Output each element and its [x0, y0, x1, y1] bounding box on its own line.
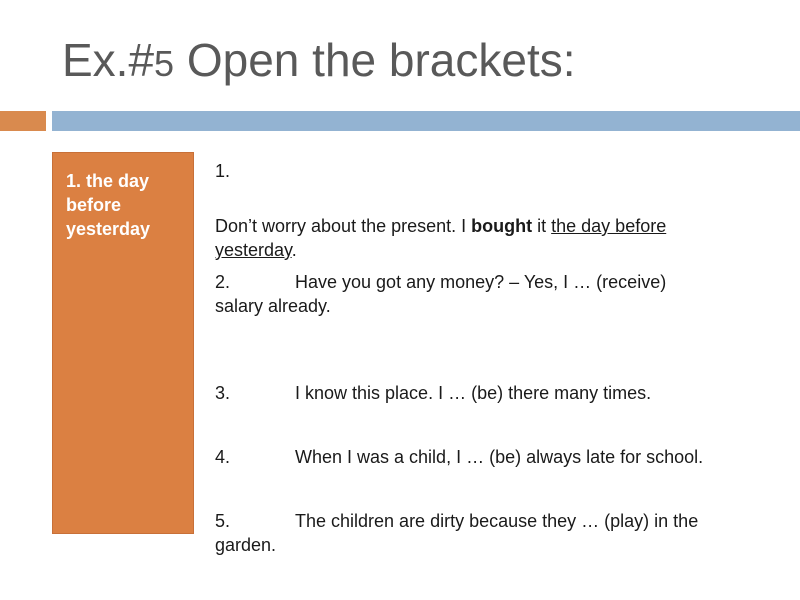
item4-number: 4.: [215, 447, 231, 467]
title-prefix: Ex.#: [62, 34, 155, 86]
item2-number: 2.: [215, 272, 231, 292]
item5-line1: [215, 509, 698, 533]
answer-box: [52, 152, 194, 534]
item4-text1: When I was a child, I … (be) always late for school.: [295, 447, 704, 467]
item2-text1: Have you got any money? – Yes, I … (receive): [295, 272, 667, 292]
item5-text1: The children are dirty because they … (play) in the: [295, 511, 699, 531]
answer-text: 1. the day before yesterday: [66, 171, 151, 239]
item5-number: 5.: [215, 511, 231, 531]
item3-line1: [215, 381, 651, 405]
item1-sentence: [215, 214, 666, 238]
accent-bar-blue: [52, 111, 800, 131]
item1-underlined-b: yesterday: [215, 240, 292, 260]
item2-line1: [215, 270, 666, 294]
item1-bold-verb: bought: [471, 216, 533, 236]
slide-title: [62, 30, 576, 94]
item3-number: 3.: [215, 383, 231, 403]
item1-end: .: [291, 240, 297, 260]
item1-sentence-cont: [215, 238, 297, 262]
item1-number: 1.: [215, 161, 231, 181]
item5-line2: garden.: [215, 535, 277, 555]
title-rest: Open the brackets:: [174, 34, 576, 86]
item1-text-b: it: [532, 216, 552, 236]
item2-line2: salary already.: [215, 296, 331, 316]
title-number: 5: [154, 43, 175, 84]
item4-line1: [215, 445, 703, 469]
item1-text-a: Don’t worry about the present. I: [215, 216, 472, 236]
item3-text1: I know this place. I … (be) there many times.: [295, 383, 652, 403]
item1-underlined-a: the day before: [551, 216, 667, 236]
accent-bar-orange: [0, 111, 46, 131]
